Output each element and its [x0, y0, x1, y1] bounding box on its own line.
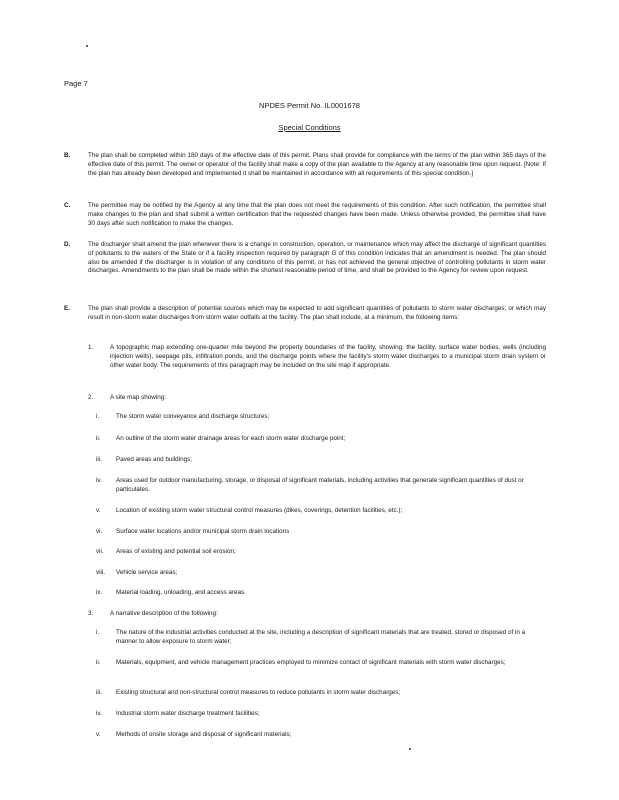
- sub-item-3: [88, 610, 546, 619]
- paragraph-label: C.: [64, 202, 71, 209]
- item-label: iv.: [96, 477, 102, 484]
- item-label: ix.: [96, 589, 103, 596]
- section-title: Special Conditions: [278, 123, 341, 132]
- sub-item-label: 1.: [88, 344, 94, 351]
- narrative-item: [96, 710, 546, 719]
- item-text: Methods of onsite storage and disposal of significant materials;: [116, 731, 292, 738]
- page-number: Page 7: [64, 79, 88, 88]
- site-map-item: [96, 413, 546, 422]
- item-label: ii.: [96, 659, 101, 666]
- sub-item-1: [88, 344, 546, 370]
- item-label: iii.: [96, 456, 102, 463]
- item-text: Materials, equipment, and vehicle management practices employed to minimize contact of significant materials with storm water discharges;: [116, 659, 506, 666]
- paragraph-e: [64, 305, 546, 323]
- item-text: Vehicle service areas;: [116, 569, 178, 576]
- permit-title: NPDES Permit No. IL0001678: [259, 101, 360, 110]
- paragraph-text: The plan shall provide a description of potential sources which may be expected to add significant quantities of pollutants to storm water discharges, or which may result in non-storm water discharges from storm water outfalls at the facility. The plan shall include, at a minimum, the following items:: [88, 305, 546, 321]
- paragraph-text: The plan shall be completed within 180 days of the effective date of this permit. Plans shall provide for compliance with the terms of the plan within 365 days of the effective date of this permit. The owner or operator of the facility shall make a copy of the plan available to the Agency at any reasonable time upon request. [Note: If the plan has already been developed and implemented it shall be maintained in accordance with all requirements of this special condition.]: [88, 152, 546, 177]
- item-label: i.: [96, 413, 100, 420]
- site-map-item: [96, 435, 546, 444]
- narrative-item: [96, 629, 546, 647]
- paragraph-label: E.: [64, 305, 70, 312]
- paragraph-text: The permittee may be notified by the Agency at any time that the plan does not meet the requirements of this condition. After such notification, the permittee shall make changes to the plan and shall submit a written certification that the requested changes have been made. Unless otherwise provided, the permittee shall have 30 days after such notification to make the changes.: [88, 202, 546, 227]
- item-label: vii.: [96, 548, 104, 555]
- item-text: Material loading, unloading, and access areas.: [116, 589, 246, 596]
- site-map-item: [96, 456, 546, 465]
- item-label: v.: [96, 731, 101, 738]
- narrative-item: [96, 689, 546, 698]
- item-label: ii.: [96, 435, 101, 442]
- narrative-item: [96, 659, 546, 668]
- item-label: i.: [96, 629, 100, 636]
- sub-item-2: [88, 394, 546, 403]
- site-map-item: [96, 589, 546, 598]
- sub-item-text: A site map showing:: [110, 394, 167, 401]
- item-text: Industrial storm water discharge treatment facilities;: [116, 710, 260, 717]
- paragraph-c: [64, 202, 546, 228]
- item-text: Paved areas and buildings;: [116, 456, 192, 463]
- scan-speck: [409, 748, 411, 750]
- item-text: Existing structural and non-structural control measures to reduce pollutants in storm water discharges;: [116, 689, 401, 696]
- site-map-item: [96, 569, 546, 578]
- sub-item-label: 3.: [88, 610, 94, 617]
- scan-speck: [86, 45, 88, 47]
- site-map-item: [96, 528, 546, 537]
- item-label: iv.: [96, 710, 102, 717]
- item-text: Areas used for outdoor manufacturing, storage, or disposal of significant materials, including activities that generate significant quantities of dust or particulates.: [116, 477, 524, 493]
- paragraph-label: B.: [64, 152, 71, 159]
- site-map-item: [96, 507, 546, 516]
- item-label: viii.: [96, 569, 106, 576]
- sub-item-text: A narrative description of the following:: [110, 610, 218, 617]
- item-text: Surface water locations and/or municipal storm drain locations: [116, 528, 290, 535]
- sub-item-label: 2.: [88, 394, 94, 401]
- narrative-item: [96, 731, 546, 740]
- site-map-item: [96, 477, 546, 495]
- site-map-item: [96, 548, 546, 557]
- item-text: The nature of the industrial activities conducted at the site, including a description of significant materials that are treated, stored or disposed of in a manner to allow exposure to storm water;: [116, 629, 526, 645]
- item-text: Areas of existing and potential soil erosion;: [116, 548, 236, 555]
- item-text: The storm water conveyance and discharge structures;: [116, 413, 270, 420]
- item-label: vi.: [96, 528, 103, 535]
- item-label: v.: [96, 507, 101, 514]
- sub-item-text: A topographic map extending one-quarter mile beyond the property boundaries of the facility, showing: the facility, surface water bodies, wells (including injection wells), seepage pits, infiltration ponds, and the discharge points where the facility's storm water discharges to a municipal storm drain system or other water body. The requirements of this paragraph may be included on the site map if appropriate.: [110, 344, 546, 369]
- paragraph-text: The discharger shall amend the plan whenever there is a change in construction, operation, or maintenance which may affect the discharge of significant quantities of pollutants to the waters of the State or if a facility inspection required by paragraph G of this condition indicates that an amendment is needed. The plan should also be amended if the discharger is in violation of any conditions of this permit, or has not achieved the general objective of controlling pollutants in storm water discharges. Amendments to the plan shall be made within the shortest reasonable period of time, and shall be provided to the Agency for review upon request.: [88, 241, 546, 275]
- paragraph-label: D.: [64, 241, 71, 248]
- item-label: iii.: [96, 689, 102, 696]
- paragraph-b: [64, 152, 546, 178]
- item-text: Location of existing storm water structural control measures (dikes, coverings, detention facilities, etc.);: [116, 507, 403, 514]
- item-text: An outline of the storm water drainage areas for each storm water discharge point;: [116, 435, 346, 442]
- paragraph-d: [64, 241, 546, 276]
